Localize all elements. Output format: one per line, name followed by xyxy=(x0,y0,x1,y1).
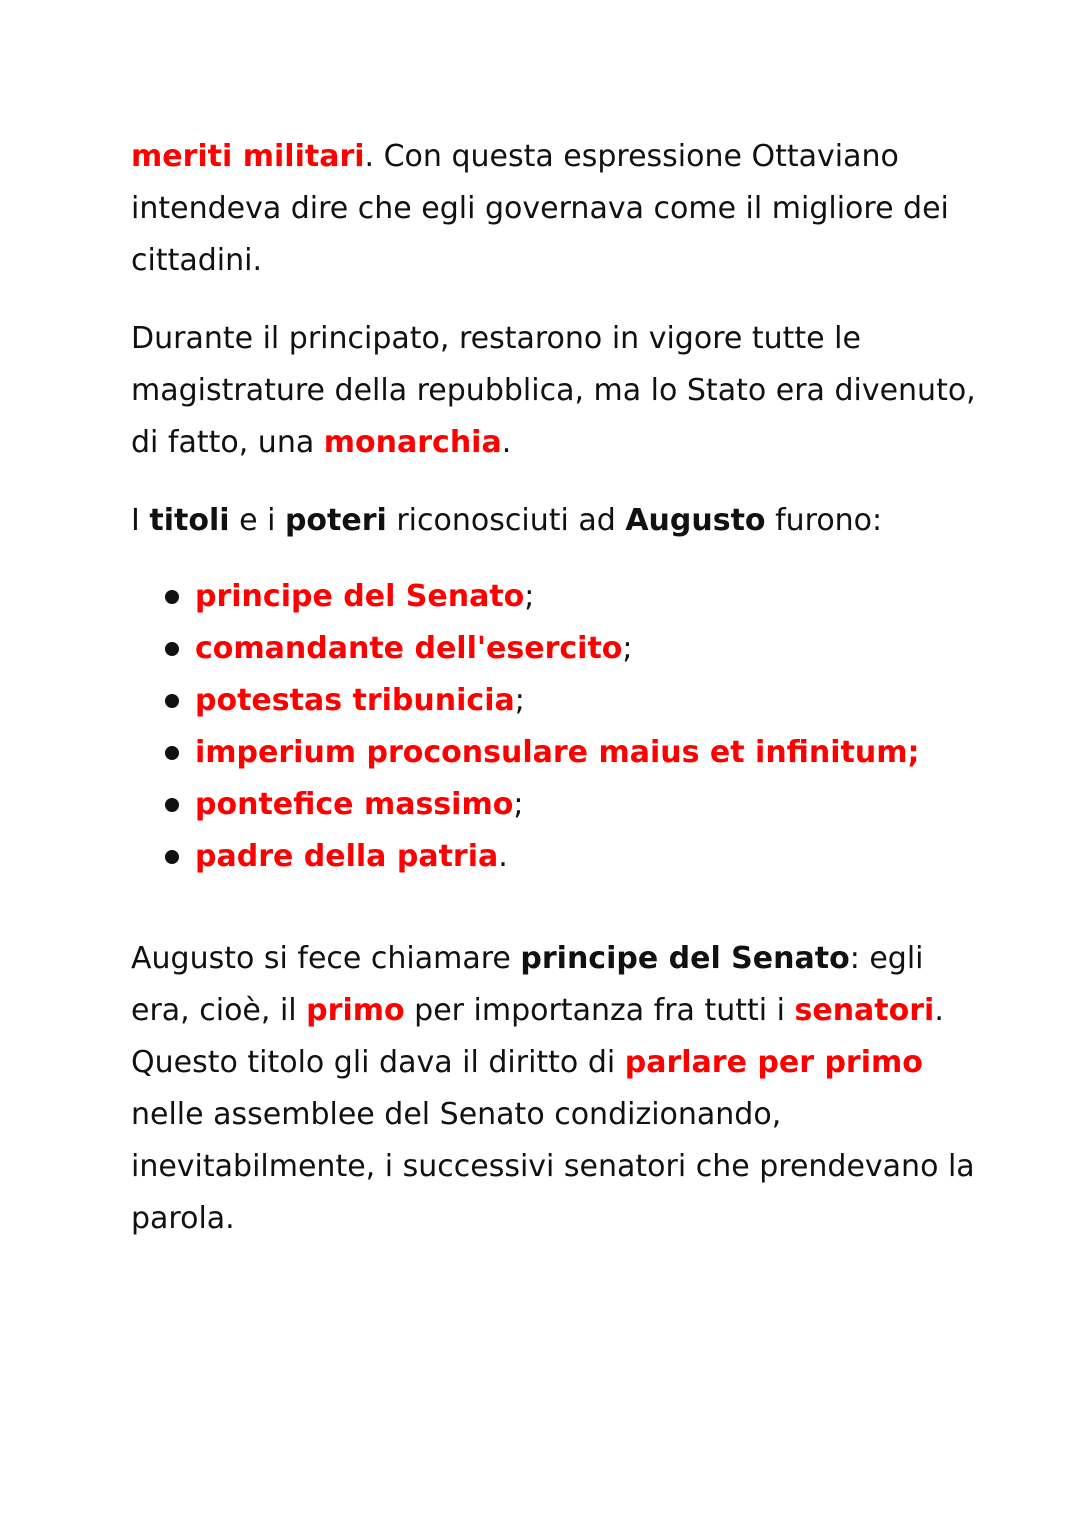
bold-principe-del-senato: principe del Senato xyxy=(520,941,850,976)
text: I xyxy=(131,503,150,538)
text: per importanza fra tutti i xyxy=(404,993,795,1028)
highlight-parlare-per-primo: parlare per primo xyxy=(624,1045,923,1080)
highlight-meriti-militari: meriti militari xyxy=(131,139,365,174)
text: e i xyxy=(229,503,285,538)
list-item-punct: ; xyxy=(622,631,633,666)
list-item-text: pontefice massimo xyxy=(195,787,514,822)
list-item xyxy=(165,571,991,623)
list-item-punct: . xyxy=(498,839,508,874)
bullet-icon xyxy=(165,798,179,812)
text: . Con questa espressione Ottaviano intendeva dire che egli governava come il migliore dei cittadini. xyxy=(131,139,949,278)
paragraph-principe xyxy=(131,933,991,1245)
text: nelle assemblee del Senato condizionando, inevitabilmente, i successivi senatori che prendevano la parola. xyxy=(131,1097,975,1236)
bullet-icon xyxy=(165,642,179,656)
list-item-punct: ; xyxy=(513,787,524,822)
titles-list xyxy=(131,571,991,883)
bullet-icon xyxy=(165,590,179,604)
bold-titoli: titoli xyxy=(149,503,230,538)
list-item-text: padre della patria xyxy=(195,839,499,874)
list-item xyxy=(165,727,991,779)
bold-poteri: poteri xyxy=(284,503,387,538)
text: . xyxy=(501,425,512,460)
document-body xyxy=(131,131,991,1245)
text: : egli era, cioè, il xyxy=(131,941,924,1028)
list-item-punct: ; xyxy=(514,683,525,718)
list-item xyxy=(165,623,991,675)
list-item xyxy=(165,675,991,727)
list-item-text: comandante dell'esercito xyxy=(195,631,623,666)
list-item xyxy=(165,831,991,883)
text: . Questo titolo gli dava il diritto di xyxy=(131,993,944,1080)
list-item-text: imperium proconsulare maius et infinitum; xyxy=(195,735,920,770)
bullet-icon xyxy=(165,850,179,864)
highlight-primo: primo xyxy=(306,993,405,1028)
highlight-monarchia: monarchia xyxy=(323,425,502,460)
paragraph-titoli xyxy=(131,495,991,547)
list-item-text: principe del Senato xyxy=(195,579,525,614)
paragraph-meriti xyxy=(131,131,991,287)
highlight-senatori: senatori xyxy=(794,993,935,1028)
list-item-punct: ; xyxy=(524,579,535,614)
text: Durante il principato, restarono in vigore tutte le magistrature della repubblica, ma lo Stato era divenuto, di fatto, una xyxy=(131,321,976,460)
bold-augusto: Augusto xyxy=(625,503,766,538)
bullet-icon xyxy=(165,694,179,708)
list-item xyxy=(165,779,991,831)
list-item-text: potestas tribunicia xyxy=(195,683,515,718)
text: riconosciuti ad xyxy=(386,503,626,538)
text: furono: xyxy=(765,503,883,538)
paragraph-principato xyxy=(131,313,991,469)
text: Augusto si fece chiamare xyxy=(131,941,521,976)
bullet-icon xyxy=(165,746,179,760)
